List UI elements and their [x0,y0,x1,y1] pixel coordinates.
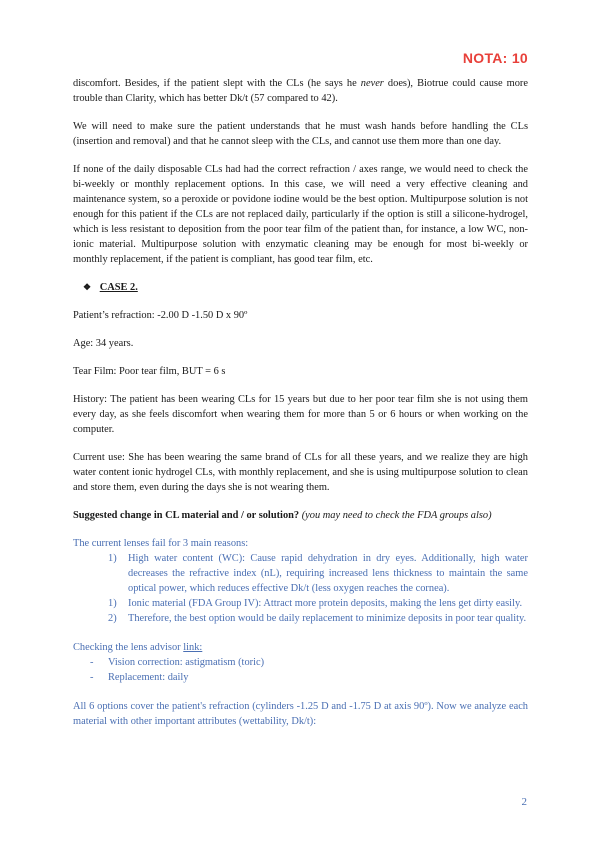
answer-block [73,536,528,729]
patient-tear-film: Tear Film: Poor tear film, BUT = 6 s [73,366,226,377]
reasons-intro: The current lenses fail for 3 main reasons: [73,538,249,549]
list-item: - Vision correction: astigmatism (toric) [90,657,265,668]
page-number: 2 [521,796,527,808]
grade-label: NOTA: 10 [462,50,528,66]
lens-advisor-link[interactable]: link: [183,642,203,653]
advisor-criteria-list [73,655,528,685]
paragraph-alternatives: If none of the daily disposable CLs had had the correct refraction / axes range, we would need to check the bi-weekly or monthly replacement options. In this case, we will need a very effective cleaning and maintenance system, so a peroxide or povidone iodine would be the best option. Multipurpose solution is not enough for this patient if the CLs are not replaced daily, particularly if the option is still a silicone-hydrogel, which is less resistant to deposition from the poor tear film of the patient than, for instance, a low WC, non-ionic material. Multipurpose solution with enzymatic cleaning may be enough for most bi-weekly or monthly replacement, if the patient is compliant, has good tear film, etc. [73,164,528,265]
list-item: 1) Ionic material (FDA Group IV): Attract more protein deposits, making the lens get dirty easily. [108,598,523,609]
advisor-line: Checking the lens advisor link: [73,642,203,653]
patient-history: History: The patient has been wearing CLs for 15 years but due to her poor tear film she is not using them every day, as she feels discomfort when wearing them for more than 5 or 6 hours or when working on the computer. [73,394,528,435]
list-item: 2) Therefore, the best option would be daily replacement to minimize deposits in poor tear quality. [108,613,527,624]
list-item: - Replacement: daily [90,672,189,683]
document-body [73,76,528,742]
list-item: 1) High water content (WC): Cause rapid dehydration in dry eyes. Additionally, high water decreases the refractive index (nL), requiring increased lens thickness to maintain the same optical power, which reduces effective Dk/t (less oxygen reaches the cornea). [108,553,528,594]
reasons-list [73,551,528,626]
paragraph-discomfort: discomfort. Besides, if the patient slept with the CLs (he says he never does), Biotrue could cause more trouble than Clarity, which has better Dk/t (57 compared to 42). [73,78,528,104]
case-label: CASE 2. [99,282,138,293]
paragraph-hygiene: We will need to make sure the patient understands that he must wash hands before handling the CLs (insertion and removal) and that he cannot sleep with the CLs, and cannot use them more than one day. [73,121,528,147]
patient-current-use: Current use: She has been wearing the same brand of CLs for all these years, and we realize they are high water content ionic hydrogel CLs, with monthly replacement, and she is using multipurpose solution to clean and store them, even during the days she is not wearing them. [73,452,528,493]
final-paragraph: All 6 options cover the patient's refraction (cylinders -1.25 D and -1.75 D at axis 90º). Now we analyze each material with other important attributes (wettability, Dk/t): [73,701,528,727]
diamond-bullet-icon: ❖ [83,282,92,292]
suggested-change-question: Suggested change in CL material and / or solution? (you may need to check the FDA groups also) [73,510,492,521]
patient-age: Age: 34 years. [73,338,134,349]
patient-refraction: Patient’s refraction: -2.00 D -1.50 D x 90º [73,310,248,321]
case-heading [73,280,528,295]
